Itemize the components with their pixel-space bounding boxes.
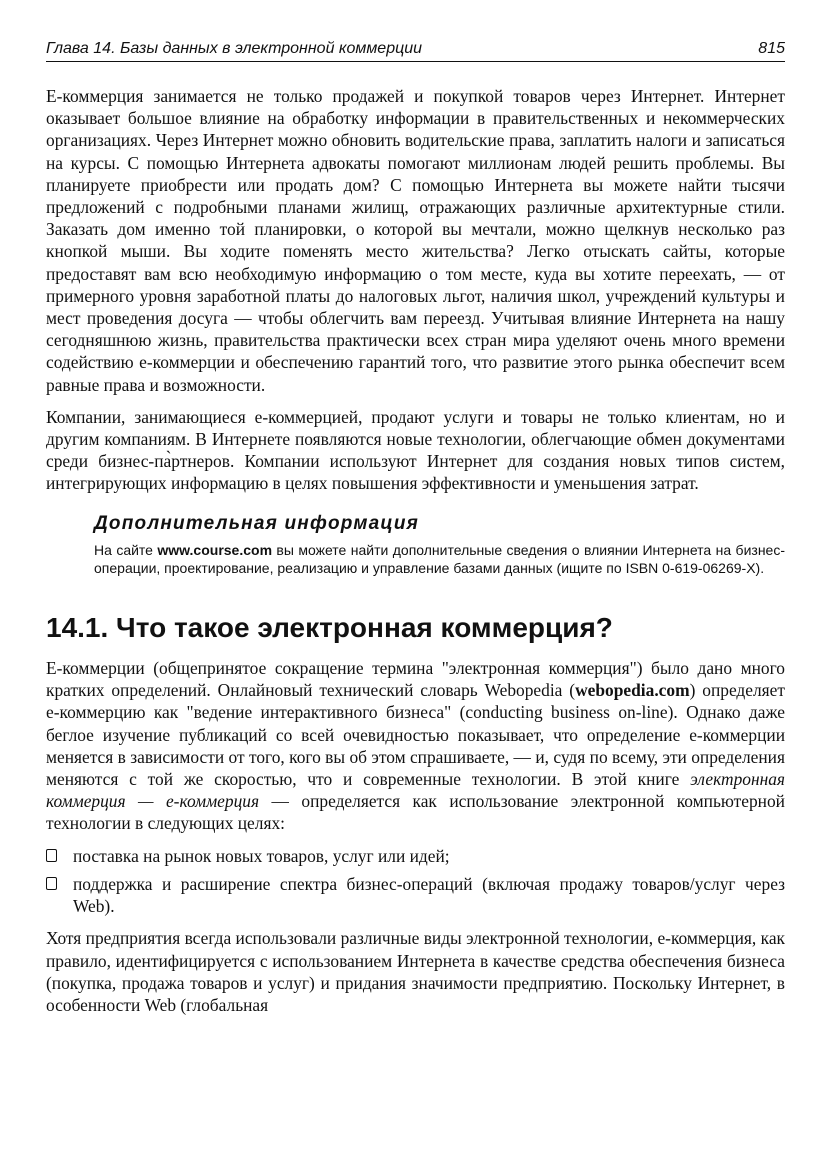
paragraph-intro: E-коммерция занимается не только продажей и покупкой товаров через Интернет. Интернет оказывает большое влияние на обработку информации в правительственных и некоммерческих организациях. Через Интернет можно обновить водительские права, заплатить налоги и записаться на курсы. С помощью Интернета адвокаты помогают миллионам людей решить проблемы. Вы планируете приобрести или продать дом? С помощью Интернета вы можете найти тысячи предложений с подробными планами жилищ, отражающих различные архитектурные стили. Заказать дом именно той планировки, о которой вы мечтали, можно щелкнув несколько раз кнопкой мыши. Вы ходите поменять место жительства? Легко отыскать сайты, которые предоставят вам всю необходимую информацию о том месте, куда вы хотите переехать, — от примерного уровня заработной платы до налоговых льгот, наличия школ, учреждений культуры и мест проведения досуга — чтобы облегчить вам переезд. Учитывая влияние Интернета на нашу сегодняшнюю жизнь, правительства практически всех стран мира уделяют очень много времени содействию e-коммерции и обеспечению гарантий того, что развитие этого рынка обеспечит всем равные права и возможности. <box>46 86 785 395</box>
list-item <box>46 873 785 917</box>
square-bullet-icon <box>46 849 57 862</box>
additional-info-title: Дополнительная информация <box>94 512 420 534</box>
goals-list <box>46 845 785 918</box>
chapter-title: Глава 14. Базы данных в электронной коммерции <box>46 40 423 57</box>
additional-info-text-end: вы можете найти дополнительные сведения о влиянии Интернета на бизнес-операции, проектирование, реализацию и управление базами данных (ищите по ISBN 0-619-06269-X). <box>94 541 785 576</box>
definition-term: электронная коммерция — e-коммерция <box>46 769 785 812</box>
webopedia-link: webopedia.com <box>575 680 690 701</box>
square-bullet-icon <box>46 877 57 890</box>
definition-part-1: E-коммерции (общепринятое сокращение термина "электронная коммерция") было дано много кратких определений. Онлайновый технический словарь Webopedia ( <box>46 658 785 701</box>
section-heading: 14.1. Что такое электронная коммерция? <box>46 611 613 643</box>
definition-part-3: — определяется как использование электронной компьютерной технологии в следующих целях: <box>46 791 785 834</box>
course-site-link: www.course.com <box>157 541 273 558</box>
list-item-text: поставка на рынок новых товаров, услуг или идей; <box>73 845 450 866</box>
page-number: 815 <box>758 40 785 57</box>
additional-info-text-start: На сайте <box>94 541 158 558</box>
definition-part-2: ) определяет e-коммерцию как "ведение интерактивного бизнеса" (conducting business on-line). Однако даже беглое изучение публикаций со всей очевидностью показывает, что определение e-коммерции меняется в зависимости от того, кого вы об этом спрашиваете, — и, судя по всему, эти определения меняются с той же скоростью, что и современные технологии. В этой книге <box>46 680 785 790</box>
paragraph-definition <box>46 657 785 835</box>
running-header <box>46 40 785 62</box>
list-item-text: поддержка и расширение спектра бизнес-операций (включая продажу товаров/услуг через Web). <box>73 873 785 917</box>
additional-info-box <box>94 513 785 577</box>
paragraph-internet: Хотя предприятия всегда использовали различные виды электронной технологии, e-коммерция, как правило, идентифицируется с использованием Интернета в качестве средства обеспечения бизнеса (покупка, продажа товаров и услуг) и придания значимости предприятию. Поскольку Интернет, в особенности Web (глобальная <box>46 928 785 1015</box>
additional-info-text <box>94 541 785 577</box>
list-item <box>46 845 785 867</box>
paragraph-companies: Компании, занимающиеся e-коммерцией, продают услуги и товары не только клиентам, но и другим компаниям. В Интернете появляются новые технологии, облегчающие обмен документами среди бизнес-па̀ртнеров. Компании используют Интернет для создания новых типов систем, интегрирующих информацию в целях повышения эффективности и уменьшения затрат. <box>46 406 785 494</box>
main-text <box>46 85 785 1026</box>
